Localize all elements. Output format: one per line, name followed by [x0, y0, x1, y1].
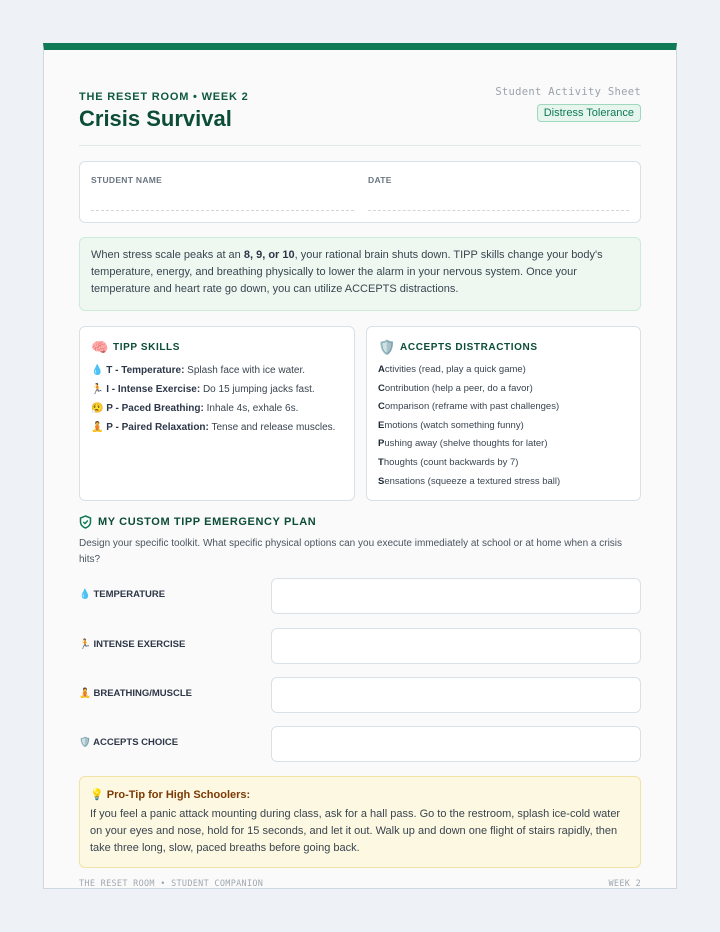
- accepts-text: ensations (squeeze a textured stress ball): [384, 475, 561, 487]
- accepts-text: ctivities (read, play a quick game): [384, 364, 526, 375]
- accepts-letter: P: [378, 438, 385, 450]
- tipp-title-text: TIPP SKILLS: [113, 341, 181, 353]
- sheet-header: [79, 84, 641, 146]
- accepts-item: [378, 361, 629, 380]
- accepts-item: [378, 454, 629, 473]
- tipp-item-text: Splash face with ice water.: [184, 365, 306, 376]
- accepts-letter: E: [378, 419, 385, 431]
- accepts-letter: S: [378, 475, 385, 487]
- accepts-letter: A: [378, 364, 385, 375]
- footer-right: WEEK 2: [608, 879, 641, 889]
- plan-label: [79, 589, 165, 600]
- accepts-card: [366, 326, 641, 501]
- accepts-item: [378, 398, 629, 417]
- runner-icon: 🏃: [79, 639, 91, 650]
- accepts-choice-input[interactable]: [271, 726, 641, 762]
- lightbulb-icon: 💡: [90, 789, 104, 801]
- tipp-item-text: Tense and release muscles.: [208, 422, 336, 433]
- meditation-icon: 🧘: [91, 422, 104, 433]
- accepts-text: omparison (reframe with past challenges): [384, 401, 560, 413]
- date-label: DATE: [368, 175, 392, 185]
- tipp-item: [91, 399, 343, 418]
- student-info-box: [79, 161, 641, 223]
- accepts-text: motions (watch something funny): [384, 419, 524, 431]
- plan-label-text: ACCEPTS CHOICE: [93, 737, 179, 748]
- plan-label: [79, 737, 178, 748]
- plan-row-temperature: [79, 578, 641, 614]
- accepts-text: ontribution (help a peer, do a favor): [384, 382, 533, 394]
- plan-label: [79, 688, 192, 699]
- plan-row-exercise: [79, 628, 641, 664]
- pro-tip-callout: [79, 776, 641, 868]
- shield-check-icon: [79, 515, 92, 529]
- accepts-card-title: [378, 339, 629, 355]
- accepts-item: [378, 435, 629, 454]
- accepts-title-text: ACCEPTS DISTRACTIONS: [400, 341, 538, 353]
- intense-exercise-input[interactable]: [271, 628, 641, 664]
- exhale-face-icon: 😮‍💨: [91, 403, 104, 414]
- plan-heading: [79, 515, 316, 529]
- plan-label-text: TEMPERATURE: [93, 589, 166, 600]
- temperature-input[interactable]: [271, 578, 641, 614]
- footer-left: THE RESET ROOM • STUDENT COMPANION: [79, 879, 264, 889]
- accepts-item: [378, 473, 629, 492]
- accepts-text: houghts (count backwards by 7): [383, 456, 519, 468]
- accepts-letter: C: [378, 382, 385, 394]
- tipp-card-title: [91, 339, 343, 355]
- plan-row-accepts: [79, 726, 641, 762]
- meditation-icon: 🧘: [79, 688, 91, 699]
- tipp-item: [91, 361, 343, 380]
- plan-label-text: INTENSE EXERCISE: [93, 639, 186, 650]
- tipp-item: [91, 418, 343, 437]
- intro-text-bold: 8, 9, or 10: [243, 249, 295, 261]
- shield-icon: 🛡️: [79, 737, 91, 748]
- plan-label-text: BREATHING/MUSCLE: [93, 688, 193, 699]
- breathing-muscle-input[interactable]: [271, 677, 641, 713]
- activity-sheet: [43, 43, 677, 889]
- tipp-item-label: T - Temperature:: [106, 365, 185, 376]
- accepts-item: [378, 380, 629, 399]
- plan-title: MY CUSTOM TIPP EMERGENCY PLAN: [98, 516, 317, 528]
- tipp-item-text: Inhale 4s, exhale 6s.: [203, 403, 299, 414]
- page-title: Crisis Survival: [79, 106, 232, 131]
- skill-badge: Distress Tolerance: [537, 104, 641, 122]
- pro-tip-title-text: Pro-Tip for High Schoolers:: [106, 789, 251, 801]
- plan-description: Design your specific toolkit. What specific physical options can you execute immediately at school or at home when a crisis hits?: [79, 538, 623, 565]
- tipp-item-label: P - Paired Relaxation:: [106, 422, 209, 433]
- intro-text-pre: When stress scale peaks at an: [91, 249, 244, 261]
- tipp-item-label: I - Intense Exercise:: [106, 384, 201, 395]
- pro-tip-body: If you feel a panic attack mounting during class, ask for a hall pass. Go to the restroom, splash ice-cold water on your eyes and nose, hold for 15 seconds, and let it out. Walk up and down one flight of stairs rapidly, then take three long, slow, paced breaths before going back.: [90, 808, 621, 854]
- student-name-label: STUDENT NAME: [91, 175, 163, 185]
- tipp-item-label: P - Paced Breathing:: [106, 403, 204, 414]
- accepts-text: ushing away (shelve thoughts for later): [384, 438, 548, 450]
- tipp-skills-card: [79, 326, 355, 501]
- series-kicker: THE RESET ROOM • WEEK 2: [79, 91, 249, 103]
- intro-callout: [79, 237, 641, 311]
- intro-text-post: , your rational brain shuts down. TIPP skills change your body's temperature, energy, and breathing physically to lower the alarm in your nervous system. Once your temperature and heart rate go down, you can utilize ACCEPTS distractions.: [91, 249, 603, 295]
- sheet-type-label: Student Activity Sheet: [495, 86, 641, 98]
- shield-icon: 🛡️: [378, 338, 397, 355]
- runner-icon: 🏃: [91, 384, 104, 395]
- brain-icon: 🧠: [91, 338, 110, 355]
- water-drop-icon: 💧: [91, 365, 104, 376]
- student-name-field[interactable]: [91, 210, 354, 211]
- plan-label: [79, 639, 185, 650]
- accepts-letter: T: [378, 456, 384, 468]
- tipp-item-text: Do 15 jumping jacks fast.: [200, 384, 315, 395]
- tipp-item: [91, 380, 343, 399]
- accepts-letter: C: [378, 401, 385, 413]
- pro-tip-title: [90, 786, 630, 804]
- date-field[interactable]: [368, 210, 629, 211]
- accepts-item: [378, 417, 629, 436]
- water-drop-icon: 💧: [79, 589, 91, 600]
- plan-row-breathing: [79, 677, 641, 713]
